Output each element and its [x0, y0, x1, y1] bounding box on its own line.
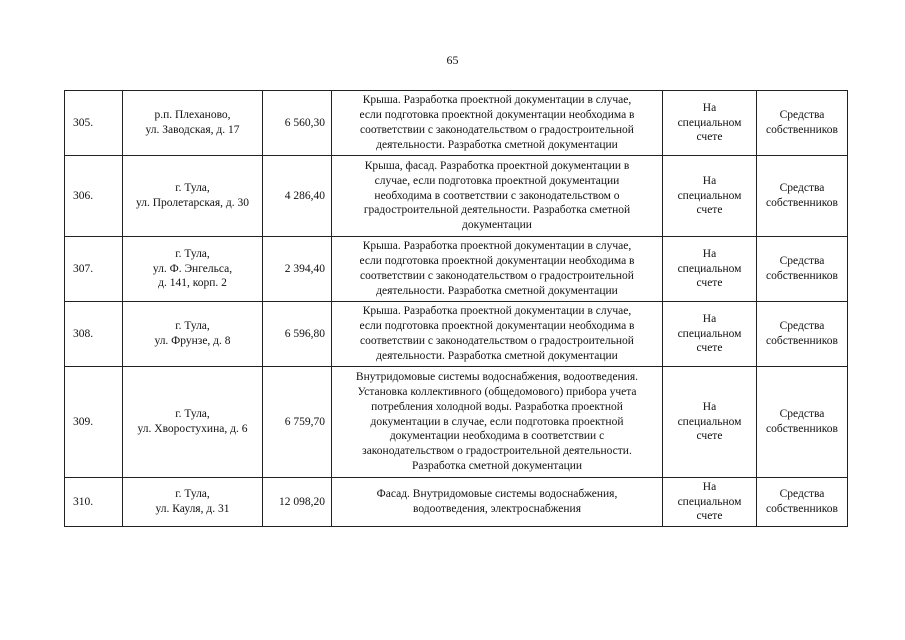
- table-row: [65, 91, 848, 156]
- row-account: На специальном счете: [663, 478, 757, 527]
- page-number: 65: [446, 53, 459, 67]
- row-cost: 6 560,30: [263, 91, 332, 156]
- row-number: 310.: [65, 478, 123, 527]
- row-number: 309.: [65, 367, 123, 478]
- row-work-description: Крыша. Разработка проектной документации в случае, если подготовка проектной документации необходима в соответствии с законодательством о градостроительной деятельности. Разработка сметной документации: [332, 91, 663, 156]
- row-account: На специальном счете: [663, 91, 757, 156]
- row-cost: 2 394,40: [263, 237, 332, 302]
- row-cost: 12 098,20: [263, 478, 332, 527]
- row-work-description: Фасад. Внутридомовые системы водоснабжения, водоотведения, электроснабжения: [332, 478, 663, 527]
- row-funding-source: Средства собственников: [757, 91, 848, 156]
- row-account: На специальном счете: [663, 156, 757, 237]
- row-work-description: Крыша, фасад. Разработка проектной документации в случае, если подготовка проектной документации необходима в соответствии с законодательством о градостроительной деятельности. Разработка сметной документации: [332, 156, 663, 237]
- repair-works-table: [64, 90, 848, 527]
- row-number: 306.: [65, 156, 123, 237]
- row-cost: 4 286,40: [263, 156, 332, 237]
- row-work-description: Внутридомовые системы водоснабжения, водоотведения. Установка коллективного (общедомового) прибора учета потребления холодной воды. Разработка проектной документации в случае, если подготовка проектной документации необходима в соответствии с законодательством о градостроительной деятельности. Разработка сметной документации: [332, 367, 663, 478]
- row-number: 308.: [65, 302, 123, 367]
- row-funding-source: Средства собственников: [757, 302, 848, 367]
- row-cost: 6 596,80: [263, 302, 332, 367]
- row-number: 305.: [65, 91, 123, 156]
- table-row: [65, 237, 848, 302]
- row-funding-source: Средства собственников: [757, 237, 848, 302]
- row-account: На специальном счете: [663, 367, 757, 478]
- table-row: [65, 156, 848, 237]
- row-funding-source: Средства собственников: [757, 156, 848, 237]
- row-address: р.п. Плеханово, ул. Заводская, д. 17: [123, 91, 263, 156]
- row-number: 307.: [65, 237, 123, 302]
- table-row: [65, 302, 848, 367]
- row-account: На специальном счете: [663, 302, 757, 367]
- row-address: г. Тула, ул. Ф. Энгельса, д. 141, корп. 2: [123, 237, 263, 302]
- row-work-description: Крыша. Разработка проектной документации в случае, если подготовка проектной документации необходима в соответствии с законодательством о градостроительной деятельности. Разработка сметной документации: [332, 302, 663, 367]
- row-address: г. Тула, ул. Хворостухина, д. 6: [123, 367, 263, 478]
- row-address: г. Тула, ул. Фрунзе, д. 8: [123, 302, 263, 367]
- row-address: г. Тула, ул. Пролетарская, д. 30: [123, 156, 263, 237]
- row-cost: 6 759,70: [263, 367, 332, 478]
- row-funding-source: Средства собственников: [757, 367, 848, 478]
- row-funding-source: Средства собственников: [757, 478, 848, 527]
- row-account: На специальном счете: [663, 237, 757, 302]
- table-row: [65, 367, 848, 478]
- table-row: [65, 478, 848, 527]
- row-work-description: Крыша. Разработка проектной документации в случае, если подготовка проектной документации необходима в соответствии с законодательством о градостроительной деятельности. Разработка сметной документации: [332, 237, 663, 302]
- row-address: г. Тула, ул. Кауля, д. 31: [123, 478, 263, 527]
